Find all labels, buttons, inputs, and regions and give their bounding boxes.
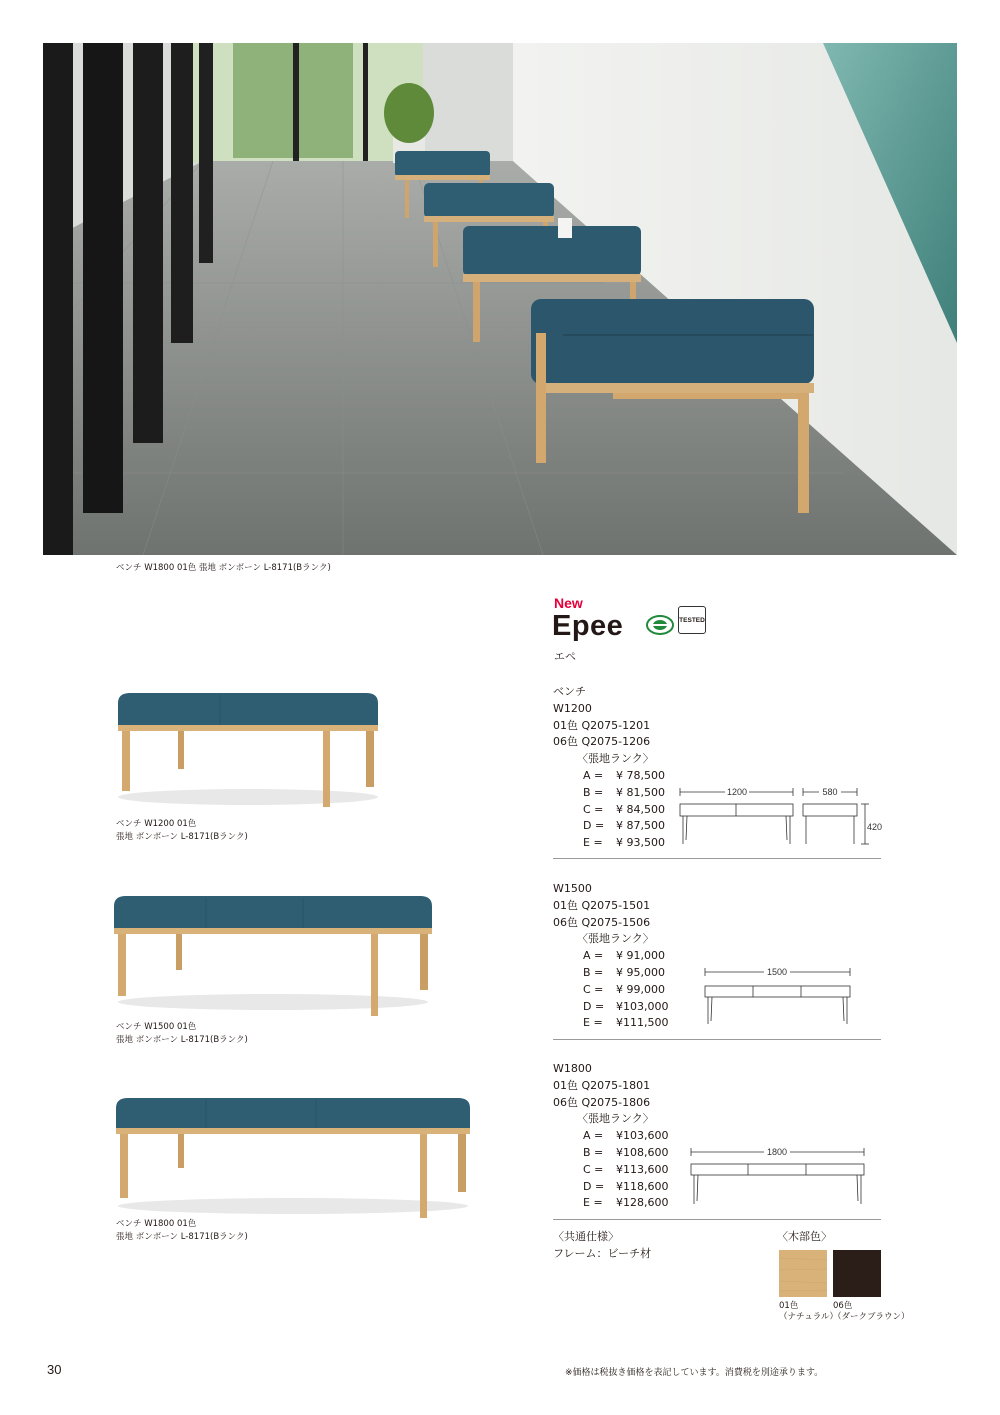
green-mark-icon (646, 615, 674, 639)
divider (553, 1039, 881, 1040)
dim-w1500-width: 1500 (766, 967, 788, 977)
code-w1200-01: 01色 Q2075-1201 (553, 718, 651, 732)
price-row: C = ¥113,600 (583, 1162, 669, 1176)
tested-badge (678, 606, 706, 634)
bench-w1500-image (108, 890, 438, 1020)
frame-spec: フレーム：ビーチ材 (553, 1246, 652, 1260)
bench-w1200-caption: ベンチ W1200 01色 張地 ボンボーン L-8171(Bランク) (116, 819, 248, 842)
common-spec (553, 1229, 651, 1263)
common-spec-title: 〈共通仕様〉 (553, 1230, 619, 1243)
category-label: ベンチ (553, 685, 586, 698)
divider (553, 858, 881, 859)
price-row: E = ¥128,600 (583, 1196, 669, 1210)
dim-w1200-width: 1200 (726, 787, 748, 797)
code-w1200-06: 06色 Q2075-1206 (553, 735, 651, 749)
price-row: C = ¥ 84,500 (583, 802, 665, 816)
dimension-drawing-w1200 (675, 780, 890, 850)
spec-w1200 (553, 684, 665, 852)
price-row: D = ¥103,000 (583, 999, 669, 1013)
price-row: D = ¥118,600 (583, 1179, 669, 1193)
dimension-drawing-w1500 (700, 964, 855, 1029)
dim-w1200-depth: 580 (822, 787, 838, 797)
price-row: E = ¥111,500 (583, 1016, 669, 1030)
product-name: Epee (552, 610, 624, 642)
price-row: B = ¥108,600 (583, 1145, 669, 1159)
code-w1500-06: 06色 Q2075-1506 (553, 915, 651, 929)
bench-w1800-caption: ベンチ W1800 01色 張地 ボンボーン L-8171(Bランク) (116, 1219, 248, 1242)
bench-w1200-image (108, 685, 388, 815)
price-row: B = ¥ 81,500 (583, 785, 665, 799)
code-w1800-06: 06色 Q2075-1806 (553, 1095, 651, 1109)
bench-w1500-caption: ベンチ W1500 01色 張地 ボンボーン L-8171(Bランク) (116, 1022, 248, 1045)
hero-photo (43, 43, 957, 555)
footnote: ※価格は税抜き価格を表記しています。消費税を別途承ります。 (565, 1368, 824, 1378)
price-row: B = ¥ 95,000 (583, 965, 665, 979)
dim-w1800-width: 1800 (766, 1147, 788, 1157)
price-row: E = ¥ 93,500 (583, 836, 665, 850)
corridor-bench-scene (43, 43, 957, 555)
rank-title: 〈張地ランク〉 (577, 752, 654, 766)
model-w1500: W1500 (553, 882, 592, 895)
price-row: D = ¥ 87,500 (583, 819, 665, 833)
hero-caption: ベンチ W1800 01色 張地 ボンボーン L-8171(Bランク) (116, 563, 331, 573)
product-kana: エペ (554, 650, 576, 663)
spec-w1800 (553, 1061, 669, 1212)
rank-title: 〈張地ランク〉 (577, 1112, 654, 1126)
dimension-drawing-w1800 (686, 1144, 871, 1209)
rank-title: 〈張地ランク〉 (577, 932, 654, 946)
tested-badge-label: TESTED (679, 616, 705, 624)
divider (553, 1219, 881, 1220)
code-w1800-01: 01色 Q2075-1801 (553, 1078, 651, 1092)
wood-swatch-dark-brown (833, 1250, 881, 1297)
spec-w1500 (553, 881, 669, 1032)
wood-swatch-natural (779, 1250, 827, 1297)
price-row: A = ¥ 78,500 (583, 768, 665, 782)
model-w1800: W1800 (553, 1062, 592, 1075)
wood-color-title: 〈木部色〉 (777, 1230, 832, 1243)
new-label: New (554, 595, 583, 611)
wood-color-natural-label: 01色 （ナチュラル） (779, 1301, 838, 1322)
bench-w1800-image (108, 1092, 478, 1222)
code-w1500-01: 01色 Q2075-1501 (553, 898, 651, 912)
wood-color-dark-brown-label: 06色 （ダークブラウン） (833, 1301, 910, 1322)
price-row: A = ¥103,600 (583, 1129, 669, 1143)
dim-w1200-height: 420 (867, 822, 883, 832)
page-number: 30 (47, 1362, 62, 1377)
price-row: C = ¥ 99,000 (583, 982, 665, 996)
price-row: A = ¥ 91,000 (583, 949, 665, 963)
model-w1200: W1200 (553, 701, 592, 715)
